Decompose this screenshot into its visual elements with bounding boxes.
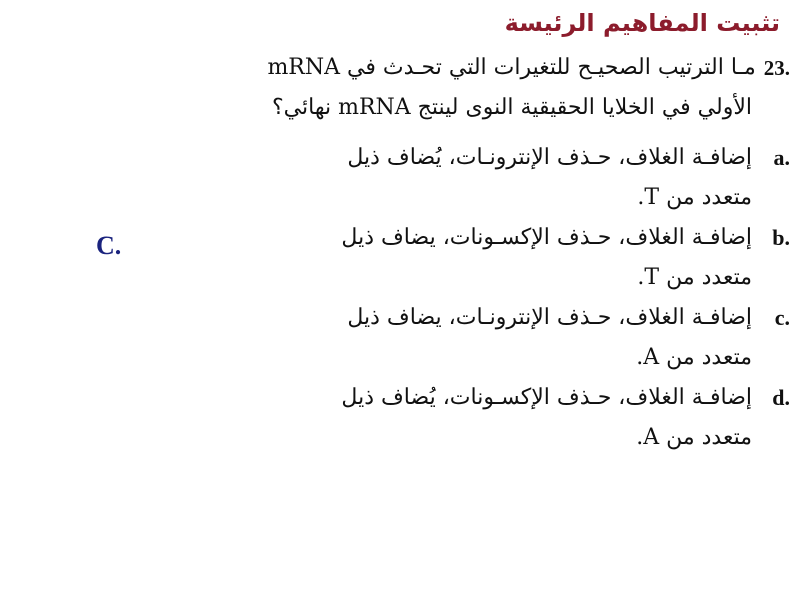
choice-c[interactable] xyxy=(230,298,790,338)
choice-c-letter: c. xyxy=(774,305,790,330)
choice-a-text-line-2: متعدد من T. xyxy=(637,185,752,210)
answer-text: C. xyxy=(96,231,122,260)
choice-c-text-line-2: متعدد من A. xyxy=(636,345,752,370)
question-text-line-1: مـا الترتيب الصحيـح للتغيرات التي تحـدث في mRNA xyxy=(267,55,756,80)
choice-b[interactable] xyxy=(230,218,790,258)
choice-a-text-line-1: إضافـة الغلاف، حـذف الإنترونـات، يُضاف ذيل xyxy=(347,145,752,170)
choice-a-continuation xyxy=(230,178,790,218)
choice-d[interactable] xyxy=(230,378,790,418)
choice-b-text-line-1: إضافـة الغلاف، حـذف الإكسـونات، يضاف ذيل xyxy=(341,225,752,250)
question-number: 23. xyxy=(763,55,790,80)
section-title: تثبيت المفاهيم الرئيسة xyxy=(504,9,780,37)
choice-b-letter: b. xyxy=(772,225,790,250)
question-line-1 xyxy=(230,48,790,88)
question-text-line-2: الأولي في الخلايا الحقيقية النوى لينتج mRNA نهائي؟ xyxy=(272,95,752,120)
choice-b-continuation xyxy=(230,258,790,298)
choice-d-text-line-1: إضافـة الغلاف، حـذف الإكسـونات، يُضاف ذيل xyxy=(341,385,752,410)
choice-c-text-line-1: إضافـة الغلاف، حـذف الإنترونـات، يضاف ذيل xyxy=(347,305,752,330)
choice-c-continuation xyxy=(230,338,790,378)
choice-a[interactable] xyxy=(230,138,790,178)
choice-a-letter: a. xyxy=(773,145,790,170)
question-line-2 xyxy=(230,88,790,128)
choice-d-letter: d. xyxy=(772,385,790,410)
choice-d-continuation xyxy=(230,418,790,458)
choice-b-text-line-2: متعدد من T. xyxy=(637,265,752,290)
choice-d-text-line-2: متعدد من A. xyxy=(636,425,752,450)
